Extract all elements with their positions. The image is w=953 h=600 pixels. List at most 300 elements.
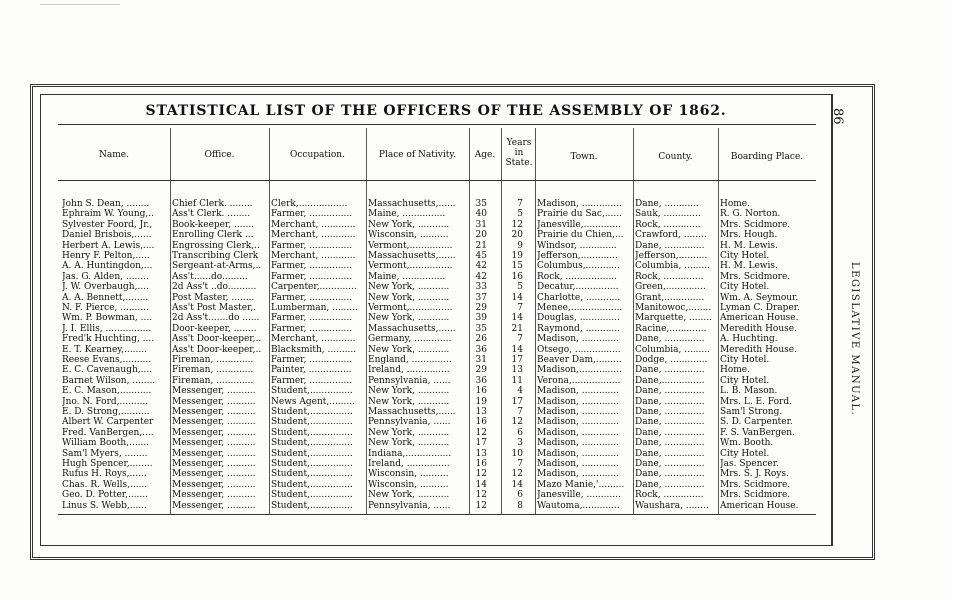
cell-years: 12	[511, 469, 523, 480]
cell-occupation: Farmer, ...............	[271, 292, 353, 303]
cell-office: Post Master, ........	[172, 292, 255, 303]
header-boarding-place: Boarding Place.	[730, 152, 804, 162]
table-row	[0, 449, 953, 459]
cell-office: Messenger, ..........	[172, 407, 256, 417]
cell-occupation: Student,...............	[271, 500, 353, 511]
cell-town: Windsor, .............	[537, 240, 617, 251]
table-row	[0, 438, 953, 448]
cell-name: Sam'l Myers, ........	[62, 448, 148, 459]
cell-name: Wm. P. Bowman, ....	[62, 313, 153, 324]
cell-county: Dane, ..............	[635, 407, 705, 417]
cell-age: 40	[475, 209, 487, 220]
cell-county: Green,..............	[635, 282, 706, 293]
cell-age: 31	[475, 219, 487, 230]
cell-office: Transcribing Clerk	[172, 251, 259, 261]
cell-age: 42	[475, 271, 487, 282]
cell-occupation: Farmer, ...............	[271, 271, 353, 282]
cell-occupation: Painter, ...............	[271, 365, 352, 376]
cell-occupation: Student,...............	[271, 469, 353, 480]
cell-occupation: Student,...............	[271, 407, 353, 417]
cell-boarding: Mrs. L. E. Ford.	[720, 396, 792, 407]
cell-office: Chief Clerk. ........	[172, 199, 253, 209]
cell-county: Dane, ..............	[635, 417, 705, 428]
cell-occupation: Merchant, ............	[271, 230, 356, 241]
cell-county: Columbia, .........	[635, 261, 710, 272]
cell-years: 6	[517, 490, 523, 501]
cell-town: Prairie du Chien,...	[537, 230, 624, 241]
cell-nativity: Wisconsin, ..........	[368, 469, 449, 480]
cell-town: Madison, .............	[537, 438, 619, 449]
cell-boarding: Home.	[720, 199, 750, 209]
cell-boarding: A. Huchting.	[720, 334, 778, 345]
cell-name: Herbert A. Lewis,....	[62, 240, 155, 251]
table-row	[0, 490, 953, 500]
table-row	[0, 303, 953, 313]
cell-county: Dane, ..............	[635, 396, 705, 407]
cell-years: 17	[511, 396, 523, 407]
cell-occupation: Merchant, ............	[271, 334, 356, 345]
cell-town: Columbus,............	[537, 261, 620, 272]
cell-office: Messenger, ..........	[172, 448, 256, 459]
cell-county: Columbia, .........	[635, 344, 710, 355]
cell-name: E. C. Mason,...........	[62, 386, 152, 397]
cell-nativity: Maine, ...............	[368, 271, 446, 282]
cell-name: A. A. Bennett,........	[62, 292, 149, 303]
table-row	[0, 469, 953, 479]
cell-county: Crawford, ........	[635, 230, 707, 241]
cell-age: 29	[475, 303, 487, 313]
cell-office: Sergeant-at-Arms,..	[172, 261, 262, 272]
cell-name: J. W. Overbaugh,....	[62, 282, 149, 293]
cell-age: 39	[475, 313, 487, 324]
cell-years: 14	[511, 313, 523, 324]
cell-county: Rock, ..............	[635, 271, 704, 282]
cell-age: 14	[475, 479, 487, 490]
cell-nativity: New York, ...........	[368, 219, 450, 230]
cell-town: Douglas, ..............	[537, 313, 620, 324]
cell-occupation: News Agent,.........	[271, 396, 355, 407]
cell-years: 7	[517, 407, 523, 417]
cell-town: Madison, .............	[537, 469, 619, 480]
cell-name: Rufus H. Roys,......	[62, 469, 147, 480]
cell-county: Dane, ..............	[635, 479, 705, 490]
cell-county: Dane,...............	[635, 375, 705, 386]
cell-office: Messenger, ..........	[172, 490, 256, 501]
cell-town: Prairie du Sac,......	[537, 209, 622, 220]
table-row	[0, 241, 953, 251]
cell-nativity: Pennsylvania, ......	[368, 417, 451, 428]
cell-county: Rock, ..............	[635, 490, 704, 501]
cell-town: Janesville, ............	[537, 490, 621, 501]
cell-town: Verona,.................	[537, 375, 621, 386]
cell-name: Albert W. Carpenter	[62, 417, 154, 428]
cell-office: Messenger, ..........	[172, 427, 256, 438]
cell-boarding: L. B. Mason.	[720, 386, 778, 397]
cell-boarding: R. G. Norton.	[720, 209, 781, 220]
cell-years: 20	[511, 230, 523, 241]
cell-nativity: Wisconsin, ..........	[368, 230, 449, 241]
cell-nativity: Wisconsin, ..........	[368, 479, 449, 490]
cell-age: 12	[475, 427, 487, 438]
cell-occupation: Farmer, ...............	[271, 355, 353, 365]
cell-town: Mazo Manie,'.........	[537, 479, 625, 490]
cell-nativity: Massachusetts,......	[368, 251, 456, 261]
cell-county: Marquette, ........	[635, 313, 712, 324]
cell-town: Madison,...............	[537, 365, 622, 376]
cell-name: Hugh Spencer,........	[62, 459, 153, 469]
cell-name: Geo. D. Potter,.......	[62, 490, 148, 501]
cell-age: 36	[475, 344, 487, 355]
cell-boarding: Mrs. Scidmore.	[720, 479, 791, 490]
header-divider	[58, 180, 816, 181]
cell-boarding: Home.	[720, 365, 750, 376]
cell-office: Enrolling Clerk ...	[172, 230, 254, 241]
cell-county: Waushara, ........	[635, 500, 709, 511]
cell-county: Dane, ..............	[635, 334, 705, 345]
cell-age: 36	[475, 375, 487, 386]
cell-years: 7	[517, 199, 523, 209]
cell-boarding: City Hotel.	[720, 375, 770, 386]
cell-county: Dodge, .............	[635, 355, 708, 365]
cell-county: Dane, ..............	[635, 240, 705, 251]
cell-office: Ass't......do.........	[172, 271, 248, 282]
cell-name: Sylvester Foord, Jr.,	[62, 219, 153, 230]
table-row	[0, 365, 953, 375]
table-row	[0, 230, 953, 240]
cell-name: Jno. N. Ford,..........	[62, 396, 149, 407]
table-row	[0, 459, 953, 469]
cell-county: Dane, ..............	[635, 459, 705, 469]
cell-office: Messenger, ..........	[172, 438, 256, 449]
cell-years: 3	[517, 438, 523, 449]
cell-office: Ass't Post Master,.	[172, 303, 257, 313]
cell-age: 16	[475, 417, 487, 428]
cell-nativity: Massachusetts,......	[368, 407, 456, 417]
cell-nativity: New York, ...........	[368, 344, 450, 355]
cell-boarding: Wm. A. Seymour.	[720, 292, 799, 303]
table-row	[0, 417, 953, 427]
cell-county: Racine,.............	[635, 323, 707, 334]
cell-name: N. F. Pierce, ..........	[62, 303, 149, 313]
cell-occupation: Clerk,.................	[271, 199, 348, 209]
cell-occupation: Carpenter,.............	[271, 282, 357, 293]
cell-years: 12	[511, 219, 523, 230]
cell-age: 20	[475, 230, 487, 241]
cell-office: Messenger, ..........	[172, 417, 256, 428]
cell-boarding: American House.	[720, 313, 799, 324]
cell-name: Daniel Brisbois,......	[62, 230, 152, 241]
cell-years: 16	[511, 271, 523, 282]
cell-boarding: Mrs. Scidmore.	[720, 271, 791, 282]
cell-office: Fireman, .............	[172, 365, 254, 376]
cell-county: Sauk, .............	[635, 209, 701, 220]
cell-office: Messenger, ..........	[172, 479, 256, 490]
cell-boarding: Mrs. Hough.	[720, 230, 778, 241]
cell-occupation: Student,...............	[271, 479, 353, 490]
cell-nativity: New York, ...........	[368, 386, 450, 397]
cell-years: 21	[511, 323, 523, 334]
cell-boarding: Meredith House.	[720, 344, 797, 355]
cell-name: Linus S. Webb,......	[62, 500, 147, 511]
cell-nativity: New York, ...........	[368, 438, 450, 449]
table-row	[0, 397, 953, 407]
table-row	[0, 355, 953, 365]
cell-nativity: Vermont,...............	[368, 261, 453, 272]
cell-town: Madison, .............	[537, 427, 619, 438]
table-row	[0, 251, 953, 261]
table-row	[0, 407, 953, 417]
cell-office: Book-keeper, .......	[172, 219, 255, 230]
header-county: County.	[658, 152, 693, 162]
cell-nativity: Vermont,...............	[368, 303, 453, 313]
header-office: Office.	[204, 150, 235, 160]
cell-age: 35	[475, 323, 487, 334]
cell-nativity: New York, ...........	[368, 427, 450, 438]
cell-office: Engrossing Clerk,..	[172, 240, 260, 251]
cell-nativity: Ireland, ...............	[368, 365, 450, 376]
page-speck	[40, 4, 120, 5]
cell-county: Manitowoc,........	[635, 303, 712, 313]
cell-town: Madison, .............	[537, 407, 619, 417]
cell-name: Fred'k Huchting, ....	[62, 334, 155, 345]
cell-boarding: Mrs. Scidmore.	[720, 219, 791, 230]
cell-county: Dane, ..............	[635, 438, 705, 449]
cell-name: J. I. Ellis, ................	[62, 323, 152, 334]
title-divider	[58, 124, 816, 125]
table-row	[0, 261, 953, 271]
table-bottom-rule	[58, 514, 816, 515]
cell-name: Ephraim W. Young,..	[62, 209, 154, 220]
table-row	[0, 209, 953, 219]
cell-occupation: Lumberman, .........	[271, 303, 358, 313]
cell-years: 11	[511, 375, 523, 386]
cell-boarding: American House.	[720, 500, 799, 511]
cell-occupation: Merchant, ............	[271, 251, 356, 261]
table-row	[0, 199, 953, 209]
cell-years: 7	[517, 334, 523, 345]
cell-town: Wautoma,.............	[537, 500, 620, 511]
cell-age: 45	[475, 251, 487, 261]
cell-name: William Booth,.......	[62, 438, 150, 449]
cell-county: Grant,..............	[635, 292, 705, 303]
cell-boarding: S. D. Carpenter.	[720, 417, 793, 428]
cell-nativity: Massachusetts,......	[368, 199, 456, 209]
cell-town: Otsego, ................	[537, 344, 621, 355]
cell-name: Henry F. Pelton,.....	[62, 251, 150, 261]
cell-years: 7	[517, 303, 523, 313]
table-row	[0, 220, 953, 230]
cell-county: Dane, ..............	[635, 365, 705, 376]
cell-years: 15	[511, 261, 523, 272]
header-name: Name.	[99, 150, 129, 160]
cell-office: Messenger, ..........	[172, 500, 256, 511]
cell-county: Dane, ..............	[635, 427, 705, 438]
cell-office: 2d Ass't.......do ......	[172, 313, 260, 324]
cell-occupation: Student,...............	[271, 417, 353, 428]
cell-town: Rock, ..................	[537, 271, 617, 282]
cell-office: Messenger, ..........	[172, 386, 256, 397]
cell-nativity: Pennsylvania, ......	[368, 375, 451, 386]
cell-age: 12	[475, 469, 487, 480]
cell-boarding: City Hotel.	[720, 355, 770, 365]
cell-office: Ass't Door-keeper,..	[172, 334, 262, 345]
cell-nativity: Ireland, ...............	[368, 459, 450, 469]
cell-occupation: Merchant, ............	[271, 219, 356, 230]
cell-years: 13	[511, 365, 523, 376]
cell-town: Madison, .............	[537, 459, 619, 469]
cell-name: A. A. Huntingdon,...	[62, 261, 153, 272]
cell-age: 12	[475, 500, 487, 511]
table-row	[0, 480, 953, 490]
cell-town: Raymond, ............	[537, 323, 620, 334]
cell-age: 16	[475, 459, 487, 469]
cell-nativity: Pennsylvania, ......	[368, 500, 451, 511]
cell-county: Dane, ............	[635, 199, 699, 209]
cell-boarding: Sam'l Strong.	[720, 407, 783, 417]
cell-name: E. C. Cavenaugh,....	[62, 365, 153, 376]
cell-age: 17	[475, 438, 487, 449]
cell-town: Madison, .............	[537, 334, 619, 345]
cell-age: 21	[475, 240, 487, 251]
page-number: 86	[830, 108, 845, 125]
cell-age: 16	[475, 386, 487, 397]
cell-occupation: Farmer, ...............	[271, 209, 353, 220]
cell-occupation: Farmer, ...............	[271, 261, 353, 272]
cell-nativity: England, ..............	[368, 355, 452, 365]
table-row	[0, 324, 953, 334]
cell-years: 8	[517, 500, 523, 511]
cell-nativity: New York, ...........	[368, 396, 450, 407]
table-row	[0, 386, 953, 396]
cell-years: 17	[511, 355, 523, 365]
cell-age: 37	[475, 292, 487, 303]
cell-county: Dane, ..............	[635, 386, 705, 397]
cell-years: 9	[517, 240, 523, 251]
cell-occupation: Student,...............	[271, 438, 353, 449]
cell-office: Messenger, ..........	[172, 469, 256, 480]
cell-age: 31	[475, 355, 487, 365]
cell-years: 12	[511, 417, 523, 428]
cell-occupation: Student,...............	[271, 427, 353, 438]
table-row	[0, 272, 953, 282]
cell-boarding: H. M. Lewis.	[720, 240, 778, 251]
cell-town: Decatur,...............	[537, 282, 619, 293]
cell-occupation: Farmer, ...............	[271, 240, 353, 251]
cell-name: Fred. VanBergen,....	[62, 427, 154, 438]
cell-nativity: Vermont,...............	[368, 240, 453, 251]
cell-age: 29	[475, 365, 487, 376]
cell-occupation: Student,...............	[271, 448, 353, 459]
cell-town: Madison, .............	[537, 396, 619, 407]
page-title: STATISTICAL LIST OF THE OFFICERS OF THE ASSEMBLY OF 1862.	[145, 103, 727, 119]
cell-occupation: Student,...............	[271, 386, 353, 397]
cell-years: 14	[511, 292, 523, 303]
cell-town: Janesville,.............	[537, 219, 621, 230]
cell-boarding: Mrs. S. J. Roys.	[720, 469, 789, 480]
cell-name: John S. Dean, ........	[62, 199, 150, 209]
cell-county: Dane, ..............	[635, 469, 705, 480]
header-town: Town.	[570, 152, 598, 162]
cell-town: Beaver Dam,.........	[537, 355, 622, 365]
cell-name: E. T. Kearney,........	[62, 344, 147, 355]
cell-age: 13	[475, 407, 487, 417]
cell-boarding: Mrs. Scidmore.	[720, 490, 791, 501]
cell-office: Ass't Clerk. ........	[172, 209, 251, 220]
cell-county: Jefferson,..........	[635, 251, 708, 261]
cell-boarding: City Hotel.	[720, 251, 770, 261]
cell-years: 5	[517, 282, 523, 293]
table-row	[0, 313, 953, 323]
cell-name: Barnet Wilson, ........	[62, 375, 156, 386]
cell-boarding: F. S. VanBergen.	[720, 427, 795, 438]
cell-nativity: Germany, .............	[368, 334, 452, 345]
table-row	[0, 376, 953, 386]
table-row	[0, 501, 953, 511]
cell-nativity: New York, ...........	[368, 490, 450, 501]
cell-boarding: H. M. Lewis.	[720, 261, 778, 272]
cell-age: 42	[475, 261, 487, 272]
cell-boarding: City Hotel.	[720, 448, 770, 459]
table-row	[0, 282, 953, 292]
cell-office: Ass't Door-keeper,..	[172, 344, 262, 355]
cell-years: 14	[511, 479, 523, 490]
cell-occupation: Farmer, ...............	[271, 313, 353, 324]
cell-years: 10	[511, 448, 523, 459]
cell-county: Rock, .............	[635, 219, 701, 230]
cell-name: Reese Evans,..........	[62, 355, 152, 365]
running-title: LEGISLATIVE MANUAL.	[849, 262, 860, 417]
cell-occupation: Farmer, ...............	[271, 375, 353, 386]
cell-nativity: Massachusetts,......	[368, 323, 456, 334]
cell-town: Menee,..................	[537, 303, 623, 313]
cell-office: Door-keeper, ........	[172, 323, 257, 334]
cell-years: 14	[511, 344, 523, 355]
table-row	[0, 293, 953, 303]
cell-nativity: New York, ...........	[368, 292, 450, 303]
cell-years: 5	[517, 209, 523, 220]
cell-town: Madison, .............	[537, 448, 619, 459]
table-row	[0, 345, 953, 355]
cell-age: 19	[475, 396, 487, 407]
cell-years: 6	[517, 427, 523, 438]
table-row	[0, 334, 953, 344]
cell-town: Madison, ..............	[537, 199, 622, 209]
cell-boarding: City Hotel.	[720, 282, 770, 293]
cell-age: 33	[475, 282, 487, 293]
cell-age: 13	[475, 448, 487, 459]
cell-years: 4	[517, 386, 523, 397]
cell-nativity: Indiana,................	[368, 448, 452, 459]
cell-age: 12	[475, 490, 487, 501]
cell-boarding: Wm. Booth.	[720, 438, 774, 449]
header-years-in-state: Years in State.	[505, 138, 533, 168]
cell-office: Fireman, .............	[172, 355, 254, 365]
header-nativity: Place of Nativity.	[378, 150, 457, 160]
cell-name: Chas. R. Wells,......	[62, 479, 148, 490]
cell-nativity: New York, ...........	[368, 313, 450, 324]
cell-occupation: Farmer, ...............	[271, 323, 353, 334]
cell-office: Fireman, .............	[172, 375, 254, 386]
cell-years: 7	[517, 459, 523, 469]
cell-occupation: Student,...............	[271, 459, 353, 469]
cell-town: Madison, .............	[537, 417, 619, 428]
cell-occupation: Student,...............	[271, 490, 353, 501]
cell-name: Jas. G. Alden, ........	[62, 271, 149, 282]
cell-town: Charlotte, ............	[537, 292, 621, 303]
cell-boarding: Lyman C. Draper.	[720, 303, 800, 313]
cell-town: Madison, .............	[537, 386, 619, 397]
cell-office: 2d Ass't ..do..........	[172, 282, 257, 293]
